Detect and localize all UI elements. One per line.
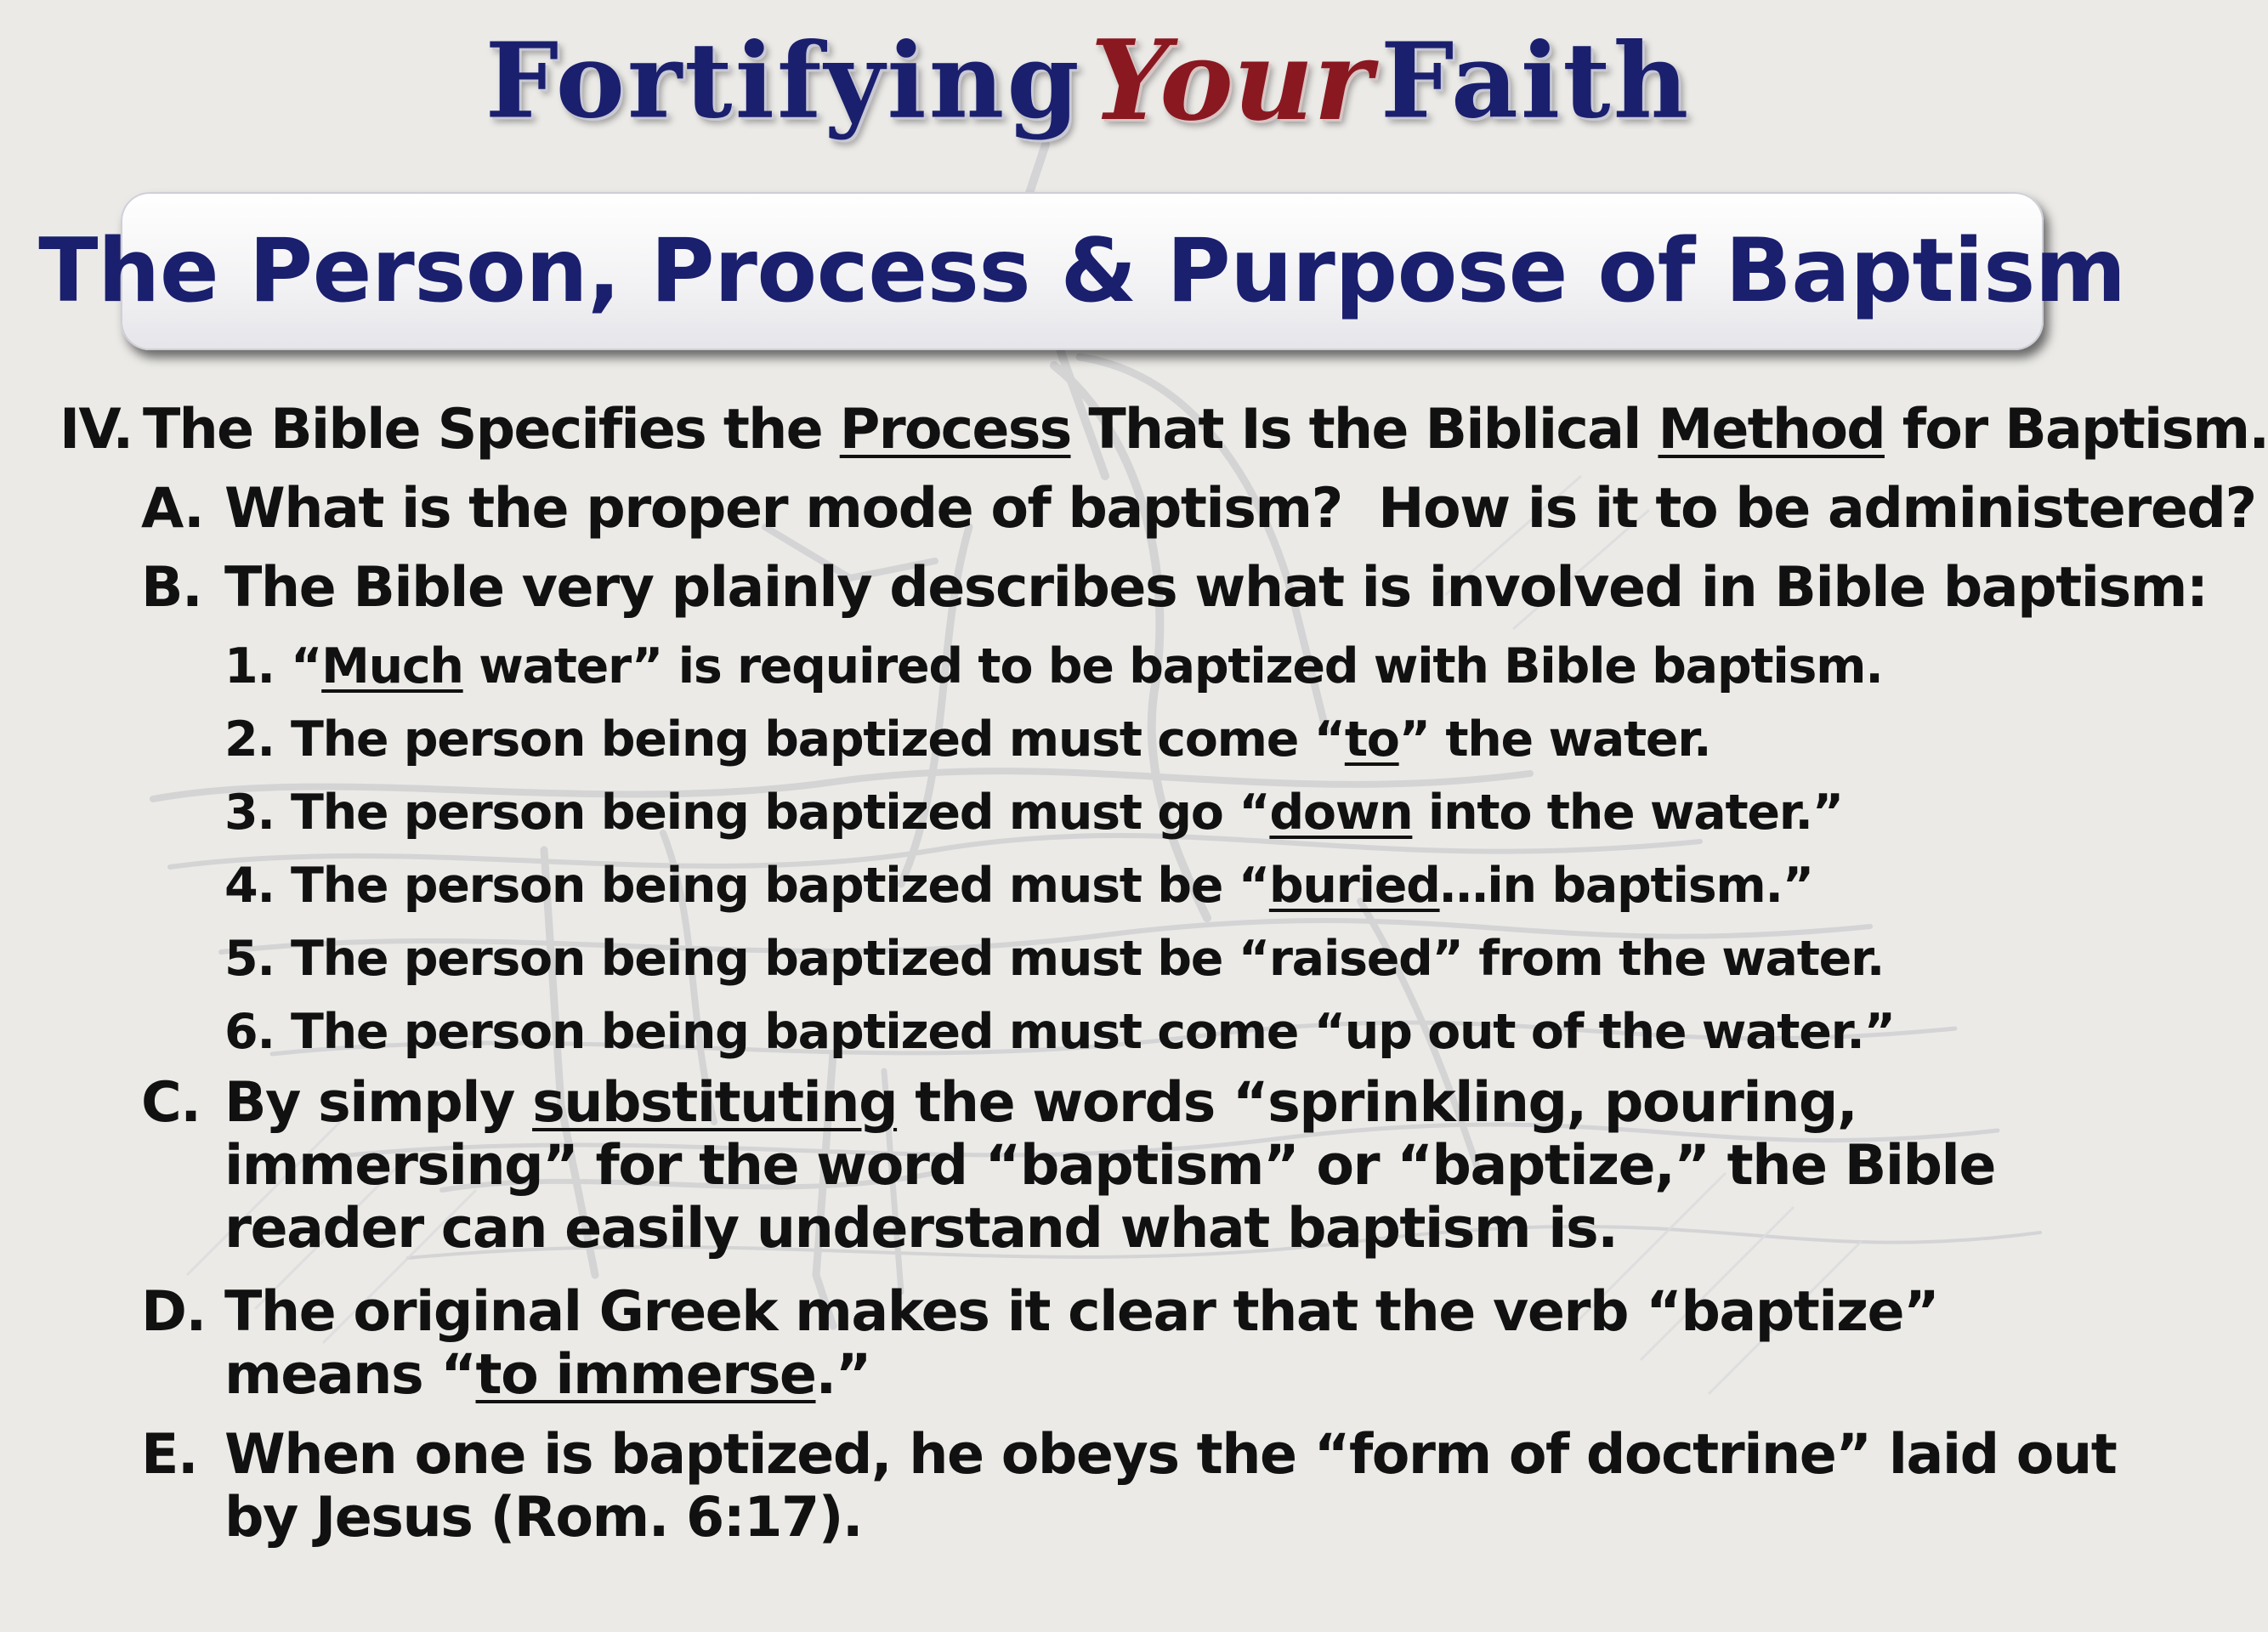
outline-subitem-1: [60, 630, 2134, 703]
outline-number: 6.: [224, 1004, 275, 1060]
outline-text: The Bible very plainly describes what is involved in Bible baptism:: [224, 556, 2208, 620]
outline-number: 4.: [224, 858, 275, 914]
underlined-word-substituting: substituting: [532, 1071, 898, 1135]
outline-content: [60, 393, 2268, 1567]
outline-item-e: [60, 1424, 2134, 1567]
outline-text: The person being baptized must go “down into the water.”: [291, 785, 1843, 841]
outline-item-d: [60, 1281, 2134, 1424]
outline-item-a: [60, 472, 2256, 551]
outline-number: 2.: [224, 711, 275, 768]
outline-number: IV.: [60, 398, 133, 462]
logo-word-faith: Faith: [1380, 19, 1692, 142]
outline-letter: E.: [141, 1423, 198, 1487]
outline-text: The person being baptized must come “to” the water.: [291, 711, 1711, 768]
outline-text: “Much water” is required to be baptized with Bible baptism.: [291, 638, 1883, 694]
underlined-word-process: Process: [839, 398, 1071, 462]
fortifying-your-faith-logo: [0, 15, 2176, 145]
outline-number: 5.: [224, 931, 275, 987]
outline-letter: B.: [141, 556, 202, 620]
outline-subitem-5: [60, 922, 2134, 995]
outline-subitem-6: [60, 995, 2134, 1068]
outline-number: 1.: [224, 638, 275, 694]
underlined-word: to: [1344, 711, 1399, 768]
underlined-word: down: [1269, 785, 1413, 841]
underlined-phrase-to-immerse: to immerse: [475, 1343, 816, 1407]
outline-subitem-3: [60, 776, 2134, 849]
outline-text: The Bible Specifies the Process That Is the Biblical Method for Baptism.: [143, 398, 2268, 462]
outline-letter: C.: [141, 1071, 201, 1135]
outline-text: The person being baptized must be “raised” from the water.: [291, 931, 1885, 987]
outline-text: What is the proper mode of baptism? How is it to be administered?: [224, 477, 2256, 541]
outline-number: 3.: [224, 785, 275, 841]
outline-subitem-2: [60, 703, 2134, 776]
outline-text: When one is baptized, he obeys the “form of doctrine” laid out by Jesus (Rom. 6:17).: [224, 1423, 2117, 1550]
outline-subitem-4: [60, 849, 2134, 922]
outline-letter: D.: [141, 1280, 206, 1344]
outline-item-iv: [60, 393, 2268, 472]
outline-item-c: [60, 1072, 2134, 1281]
title-banner: [38, 192, 2126, 350]
underlined-word-method: Method: [1658, 398, 1885, 462]
underlined-word: buried: [1268, 858, 1440, 914]
outline-text: The person being baptized must come “up out of the water.”: [291, 1004, 1895, 1060]
outline-text: The person being baptized must be “buried…in baptism.”: [291, 858, 1813, 914]
logo-word-your: Your: [1090, 15, 1372, 145]
outline-text: By simply substituting the words “sprinkling, pouring, immersing” for the word “baptism” or “baptize,” the Bible reader can easily understand what baptism is.: [224, 1071, 1995, 1261]
outline-item-b: [60, 551, 2208, 630]
slide-title: The Person, Process & Purpose of Baptism: [38, 220, 2126, 322]
outline-letter: A.: [141, 477, 204, 541]
logo-word-fortifying: Fortifying: [485, 19, 1082, 142]
outline-text: The original Greek makes it clear that the verb “baptize” means “to immerse.”: [224, 1280, 1939, 1407]
underlined-word: Much: [321, 638, 463, 694]
